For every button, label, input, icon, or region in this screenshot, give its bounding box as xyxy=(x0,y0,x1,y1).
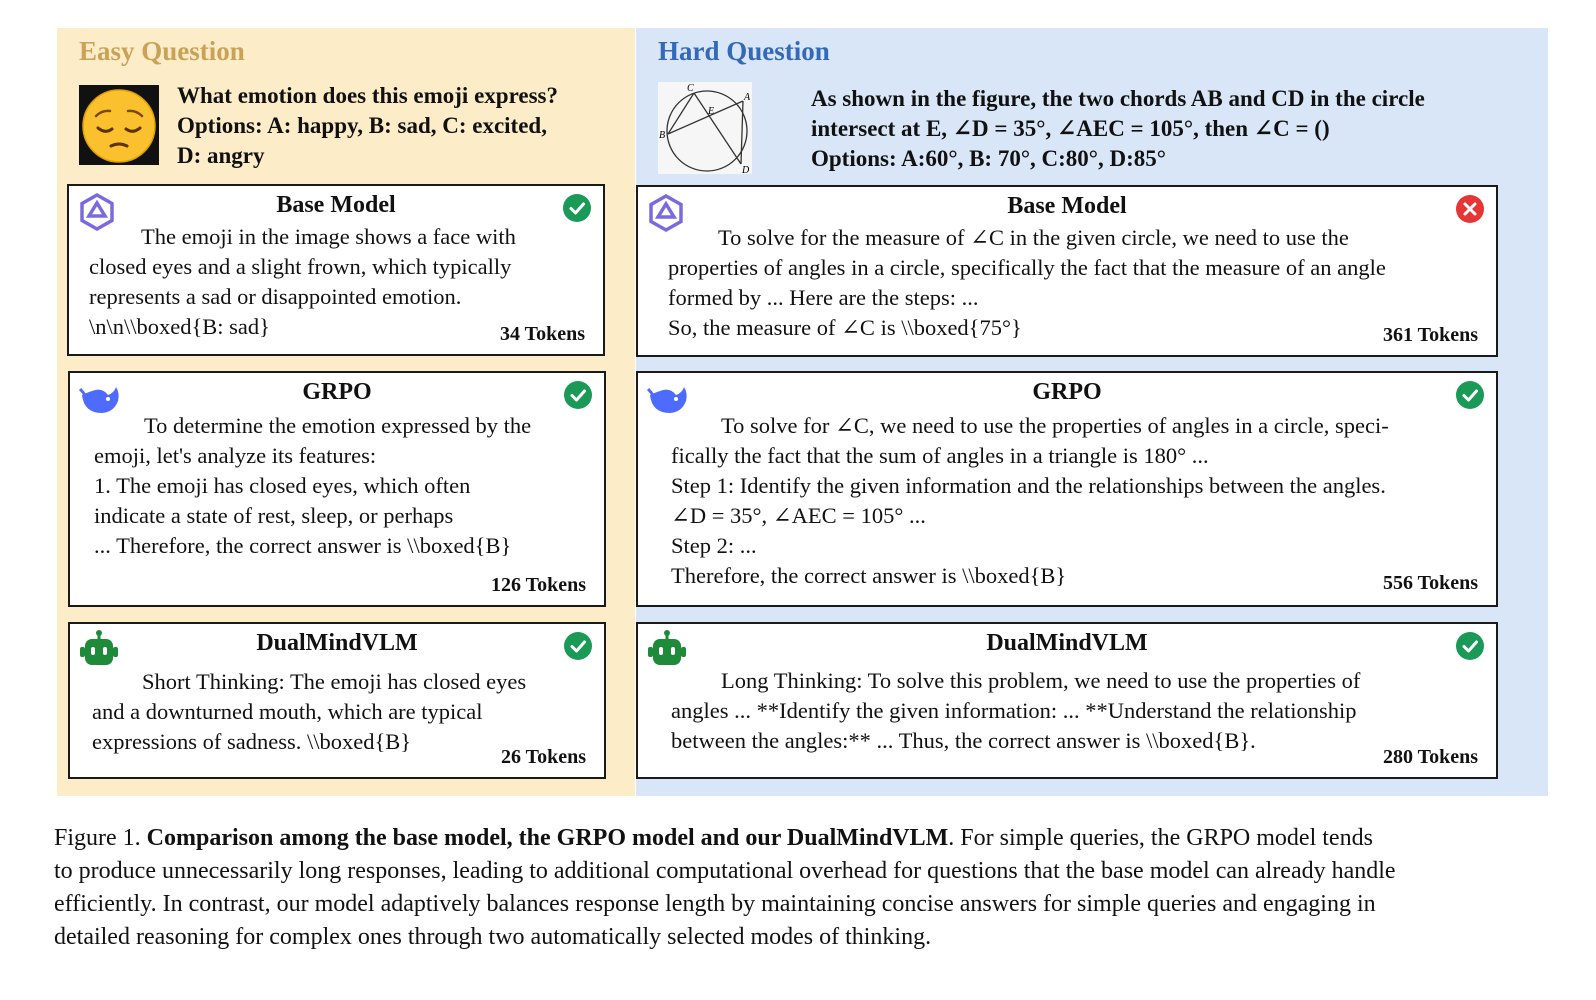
model-name: DualMindVLM xyxy=(986,630,1148,656)
hard-grpo-card xyxy=(636,371,1498,607)
response-line: Short Thinking: The emoji has closed eyes xyxy=(142,669,527,694)
cross-icon xyxy=(1456,195,1484,223)
caption-line: efficiently. In contrast, our model adaptively balances response length by maintaining concise answers for simple queries and engaging in xyxy=(54,891,1376,917)
check-icon xyxy=(563,194,591,222)
response-line: To solve for the measure of ∠C in the given circle, we need to use the xyxy=(718,225,1349,250)
check-icon xyxy=(564,381,592,409)
hard-base-model-card xyxy=(636,185,1498,357)
hard-question-panel xyxy=(636,28,1548,796)
response-line: properties of angles in a circle, specifically the fact that the measure of an angle xyxy=(668,255,1386,280)
response-line: To determine the emotion expressed by the xyxy=(144,413,532,438)
response-line: and a downturned mouth, which are typical xyxy=(92,699,483,724)
pensive-emoji-image xyxy=(79,85,159,165)
check-icon xyxy=(564,632,592,660)
response-line: The emoji in the image shows a face with xyxy=(141,224,516,249)
hard-question-line: intersect at E, ∠D = 35°, ∠AEC = 105°, then ∠C = () xyxy=(811,116,1330,141)
figure-caption xyxy=(54,822,1524,954)
token-count: 126 Tokens xyxy=(490,574,586,596)
response-text xyxy=(668,223,1386,343)
token-count: 361 Tokens xyxy=(1382,324,1478,346)
caption-text: . For simple queries, the GRPO model tends xyxy=(948,825,1373,851)
easy-base-model-card xyxy=(67,184,605,356)
response-text xyxy=(92,667,526,757)
response-line: emoji, let's analyze its features: xyxy=(94,443,377,468)
model-name: DualMindVLM xyxy=(256,630,418,656)
model-name: Base Model xyxy=(276,192,396,218)
check-icon xyxy=(1456,381,1484,409)
hard-question-line: As shown in the figure, the two chords AB and CD in the circle xyxy=(811,86,1425,111)
figure-label-d: D xyxy=(742,165,750,174)
easy-question-line: What emotion does this emoji express? xyxy=(177,83,558,108)
response-line: between the angles:** ... Thus, the correct answer is \\boxed{B}. xyxy=(671,728,1256,753)
easy-question-panel xyxy=(57,28,635,796)
figure-label-a: A xyxy=(744,92,751,103)
figure-label-e: E xyxy=(708,106,715,117)
hard-question-text xyxy=(811,84,1531,174)
hard-dualmind-card xyxy=(636,622,1498,779)
response-line: closed eyes and a slight frown, which typically xyxy=(89,254,512,279)
response-line: indicate a state of rest, sleep, or perhaps xyxy=(94,503,454,528)
circle-chords-figure xyxy=(658,82,752,174)
response-line: So, the measure of ∠C is \\boxed{75°} xyxy=(668,315,1022,340)
response-line: ∠D = 35°, ∠AEC = 105° ... xyxy=(671,503,926,528)
response-text xyxy=(89,222,516,342)
caption-bold-title: Comparison among the base model, the GRPO model and our DualMindVLM xyxy=(146,825,949,851)
caption-line: detailed reasoning for complex ones through two automatically selected modes of thinking. xyxy=(54,924,932,950)
easy-dualmind-card xyxy=(68,622,606,779)
response-line: ... Therefore, the correct answer is \\boxed{B} xyxy=(94,533,512,558)
easy-question-title: Easy Question xyxy=(79,36,245,66)
response-line: represents a sad or disappointed emotion. xyxy=(89,284,462,309)
hard-question-line: Options: A:60°, B: 70°, C:80°, D:85° xyxy=(811,146,1166,171)
caption-label: Figure 1. xyxy=(54,825,141,851)
easy-grpo-card xyxy=(68,371,606,607)
response-line: formed by ... Here are the steps: ... xyxy=(668,285,979,310)
response-line: Step 1: Identify the given information and the relationships between the angles. xyxy=(671,473,1386,498)
response-line: angles ... **Identify the given information: ... **Understand the relationship xyxy=(671,698,1357,723)
easy-question-line: D: angry xyxy=(177,143,265,168)
easy-question-line: Options: A: happy, B: sad, C: excited, xyxy=(177,113,547,138)
response-line: To solve for ∠C, we need to use the properties of angles in a circle, speci- xyxy=(721,413,1389,438)
response-line: Step 2: ... xyxy=(671,533,757,558)
response-line: \n\n\\boxed{B: sad} xyxy=(89,314,270,339)
token-count: 556 Tokens xyxy=(1382,572,1478,594)
figure-label-c: C xyxy=(687,83,694,94)
check-icon xyxy=(1456,632,1484,660)
model-name: Base Model xyxy=(1007,193,1127,219)
response-line: Therefore, the correct answer is \\boxed{B} xyxy=(671,563,1067,588)
caption-line: to produce unnecessarily long responses, leading to additional computational overhead for questions that the base model can already handle xyxy=(54,858,1396,884)
model-name: GRPO xyxy=(302,379,372,405)
hard-question-title: Hard Question xyxy=(658,36,830,66)
token-count: 280 Tokens xyxy=(1382,746,1478,768)
token-count: 26 Tokens xyxy=(500,746,586,768)
response-line: fically the fact that the sum of angles in a triangle is 180° ... xyxy=(671,443,1209,468)
response-text xyxy=(671,666,1360,756)
caption-line xyxy=(54,822,1524,855)
easy-question-text xyxy=(177,81,627,171)
figure-label-b: B xyxy=(659,130,666,141)
token-count: 34 Tokens xyxy=(499,323,585,345)
response-line: expressions of sadness. \\boxed{B} xyxy=(92,729,412,754)
response-line: Long Thinking: To solve this problem, we need to use the properties of xyxy=(721,668,1361,693)
response-text xyxy=(94,411,531,561)
model-name: GRPO xyxy=(1032,379,1102,405)
response-line: 1. The emoji has closed eyes, which often xyxy=(94,473,471,498)
response-text xyxy=(671,411,1389,591)
